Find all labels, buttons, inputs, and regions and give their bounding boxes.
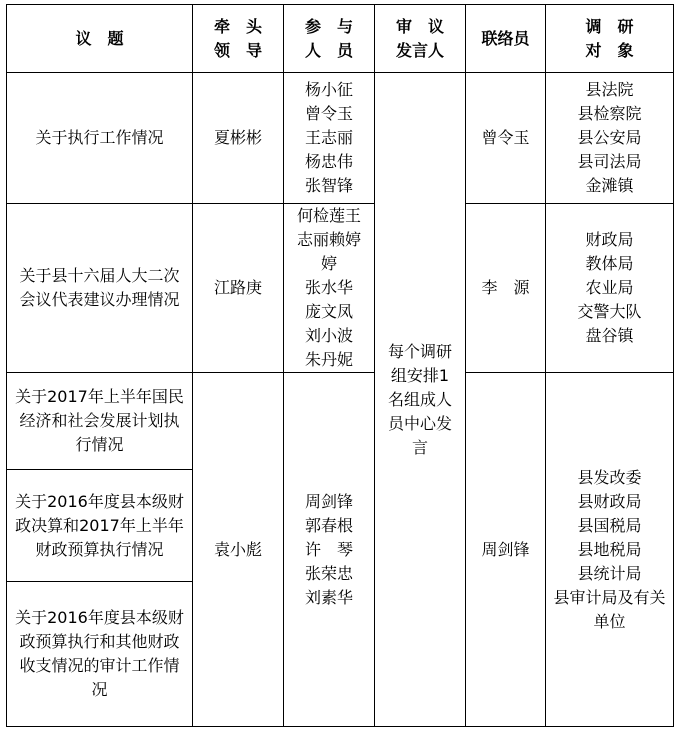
topic-cell: 关于2017年上半年国民经济和社会发展计划执行情况 bbox=[7, 373, 193, 470]
header-targets: 调 研 对 象 bbox=[546, 5, 674, 73]
members-cell: 杨小征 曾令玉 王志丽 杨忠伟 张智锋 bbox=[284, 73, 375, 204]
table-row bbox=[7, 73, 674, 204]
liaison-cell: 李 源 bbox=[466, 204, 546, 373]
topic-cell: 关于执行工作情况 bbox=[7, 73, 193, 204]
targets-cell: 县发改委 县财政局 县国税局 县地税局 县统计局 县审计局及有关单位 bbox=[546, 373, 674, 727]
topic-cell: 关于县十六届人大二次会议代表建议办理情况 bbox=[7, 204, 193, 373]
leader-cell: 江路庚 bbox=[193, 204, 284, 373]
header-row bbox=[7, 5, 674, 73]
topic-cell: 关于2016年度县本级财政决算和2017年上半年财政预算执行情况 bbox=[7, 470, 193, 582]
table-row bbox=[7, 373, 674, 470]
header-leader: 牵 头 领 导 bbox=[193, 5, 284, 73]
liaison-cell: 周剑锋 bbox=[466, 373, 546, 727]
speaker-cell: 每个调研组安排1名组成人员中心发言 bbox=[375, 73, 466, 727]
liaison-cell: 曾令玉 bbox=[466, 73, 546, 204]
table-row bbox=[7, 204, 674, 373]
header-members: 参 与 人 员 bbox=[284, 5, 375, 73]
leader-cell: 夏彬彬 bbox=[193, 73, 284, 204]
members-cell: 周剑锋 郭春根 许 琴 张荣忠 刘素华 bbox=[284, 373, 375, 727]
targets-cell: 县法院 县检察院 县公安局 县司法局 金滩镇 bbox=[546, 73, 674, 204]
leader-cell: 袁小彪 bbox=[193, 373, 284, 727]
header-speaker: 审 议 发言人 bbox=[375, 5, 466, 73]
header-liaison: 联络员 bbox=[466, 5, 546, 73]
header-topic: 议 题 bbox=[7, 5, 193, 73]
research-schedule-table bbox=[6, 4, 674, 727]
topic-cell: 关于2016年度县本级财政预算执行和其他财政收支情况的审计工作情况 bbox=[7, 582, 193, 727]
targets-cell: 财政局 教体局 农业局 交警大队 盘谷镇 bbox=[546, 204, 674, 373]
members-cell: 何检莲王 志丽赖婷 婷 张水华 庞文凤 刘小波 朱丹妮 bbox=[284, 204, 375, 373]
